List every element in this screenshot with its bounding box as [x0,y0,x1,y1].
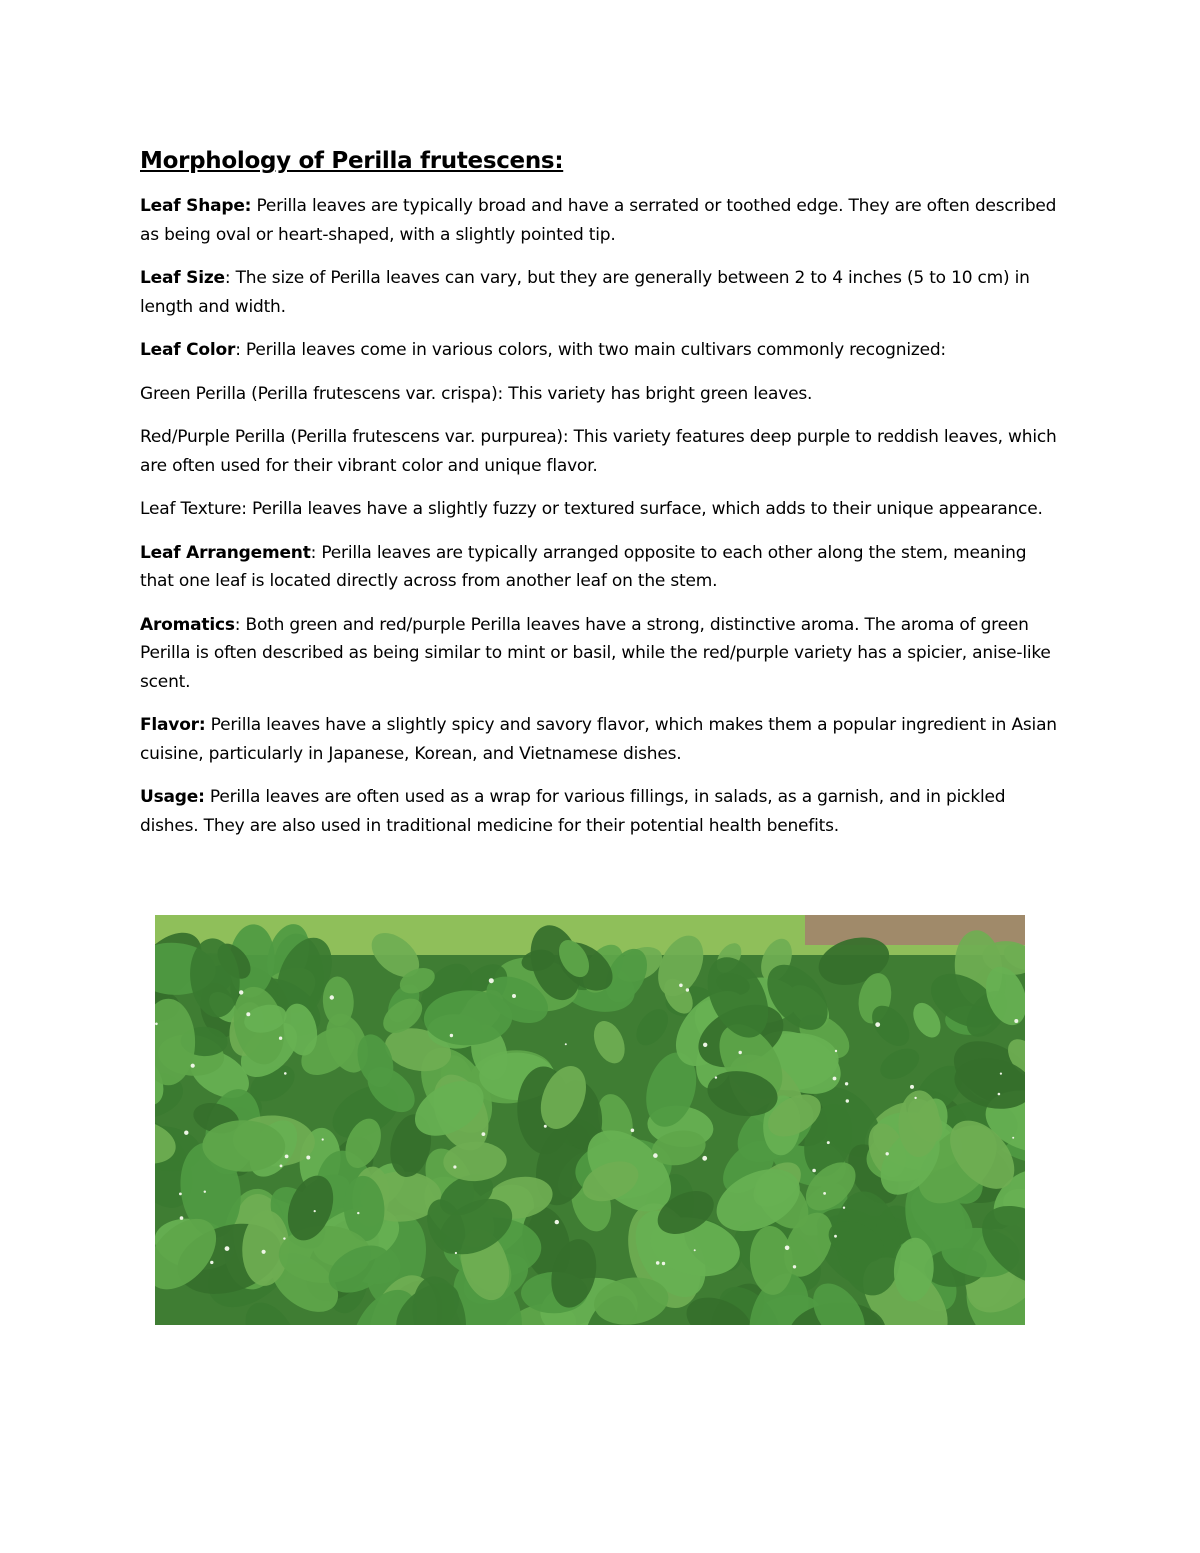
paragraph-label: Usage: [140,787,205,807]
paragraph-text: : The size of Perilla leaves can vary, but they are generally between 2 to 4 inches (5 to 10 cm) in length and width. [140,268,1030,317]
paragraph-leaf-shape [140,192,1060,249]
document-body [140,146,1060,855]
paragraph-label: Leaf Size [140,268,225,288]
flower-dot [179,1193,182,1196]
flower-dot [239,990,243,994]
flower-dot [455,1252,457,1254]
flower-dot [246,1012,250,1016]
flower-dot [210,1261,213,1264]
flower-dot [875,1022,880,1027]
flower-dot [489,978,494,983]
flower-dot [225,1246,230,1251]
flower-dot [191,1064,195,1068]
flower-dot [812,1169,816,1173]
paragraph-text: : Both green and red/purple Perilla leaves have a strong, distinctive aroma. The aroma of green Perilla is often described as being similar to mint or basil, while the red/purple variety has a spicier, anise-like scent. [140,614,1051,692]
flower-dot [482,1132,486,1136]
flower-dot [662,1262,665,1265]
flower-dot [631,1129,635,1133]
paragraph-aromatics [140,611,1060,697]
flower-dot [262,1250,266,1254]
perilla-leaves-illustration [155,915,1025,1325]
flower-dot [285,1155,289,1159]
paragraph-text: Red/Purple Perilla (Perilla frutescens var. purpurea): This variety features deep purple to reddish leaves, which are often used for their vibrant color and unique flavor. [140,427,1057,476]
paragraph-leaf-texture [140,495,1060,524]
flower-dot [702,1156,707,1161]
perilla-plants-photo [155,915,1025,1325]
flower-dot [914,1097,916,1099]
flower-dot [846,1099,849,1102]
paragraph-label: Leaf Color [140,340,236,360]
paragraph-usage [140,783,1060,840]
flower-dot [843,1207,845,1209]
flower-dot [834,1235,837,1238]
flower-dot [306,1156,310,1160]
flower-dot [555,1220,559,1224]
flower-dot [739,1051,742,1054]
flower-dot [679,984,683,988]
paragraph-leaf-arrangement [140,539,1060,596]
flower-dot [330,995,334,999]
flower-dot [544,1125,547,1128]
flower-dot [450,1034,453,1037]
flower-dot [322,1138,324,1140]
flower-dot [686,988,689,991]
flower-dot [155,1023,158,1026]
flower-dot [284,1072,287,1075]
flower-dot [180,1216,184,1220]
paragraph-text: : Perilla leaves are typically arranged opposite to each other along the stem, meaning that one leaf is located directly across from another leaf on the stem. [140,542,1027,591]
paragraph-red-perilla [140,423,1060,480]
paragraph-leaf-size [140,264,1060,321]
flower-dot [827,1141,830,1144]
flower-dot [833,1077,837,1081]
flower-dot [653,1153,658,1158]
flower-dot [703,1043,707,1047]
flower-dot [279,1037,282,1040]
flower-dot [453,1165,456,1168]
paragraph-text: Leaf Texture: Perilla leaves have a slightly fuzzy or textured surface, which adds to their unique appearance. [140,499,1043,519]
flower-dot [280,1165,283,1168]
flower-dot [785,1246,790,1251]
flower-dot [694,1249,696,1251]
flower-dot [998,1093,1001,1096]
flower-dot [314,1210,316,1212]
paragraph-green-perilla [140,380,1060,409]
flower-dot [512,994,516,998]
paragraph-flavor [140,711,1060,768]
flower-dot [204,1191,206,1193]
flower-dot [283,1237,285,1239]
paragraph-label: Flavor: [140,715,206,735]
flower-dot [1000,1073,1002,1075]
flower-dot [1014,1019,1018,1023]
paragraph-text: Green Perilla (Perilla frutescens var. crispa): This variety has bright green leaves. [140,383,813,404]
flower-dot [823,1192,826,1195]
paragraph-text: Perilla leaves have a slightly spicy and savory flavor, which makes them a popular ingredient in Asian cuisine, particularly in Japanese, Korean, and Vietnamese dishes. [140,715,1057,764]
paragraph-label: Aromatics [140,614,235,635]
paragraph-label: Leaf Arrangement [140,542,311,563]
document-title: Morphology of Perilla frutescens: [140,148,564,174]
flower-dot [656,1261,660,1265]
paragraph-label: Leaf Shape: [140,196,252,216]
flower-dot [565,1043,567,1045]
flower-dot [715,1076,717,1078]
flower-dot [184,1131,188,1135]
flower-dot [357,1212,359,1214]
flower-dot [1012,1137,1014,1139]
paragraph-text: : Perilla leaves come in various colors, with two main cultivars commonly recognized: [235,340,946,360]
flower-dot [910,1085,914,1089]
paragraph-text: Perilla leaves are typically broad and have a serrated or toothed edge. They are often described as being oval or heart-shaped, with a slightly pointed tip. [140,196,1057,245]
paragraph-text: Perilla leaves are often used as a wrap for various fillings, in salads, as a garnish, and in pickled dishes. They are also used in traditional medicine for their potential health benefits. [140,787,1006,836]
paragraph-leaf-color [140,336,1060,365]
flower-dot [793,1265,796,1268]
flower-dot [845,1082,848,1085]
flower-dot [835,1050,837,1052]
flower-dot [886,1152,889,1155]
